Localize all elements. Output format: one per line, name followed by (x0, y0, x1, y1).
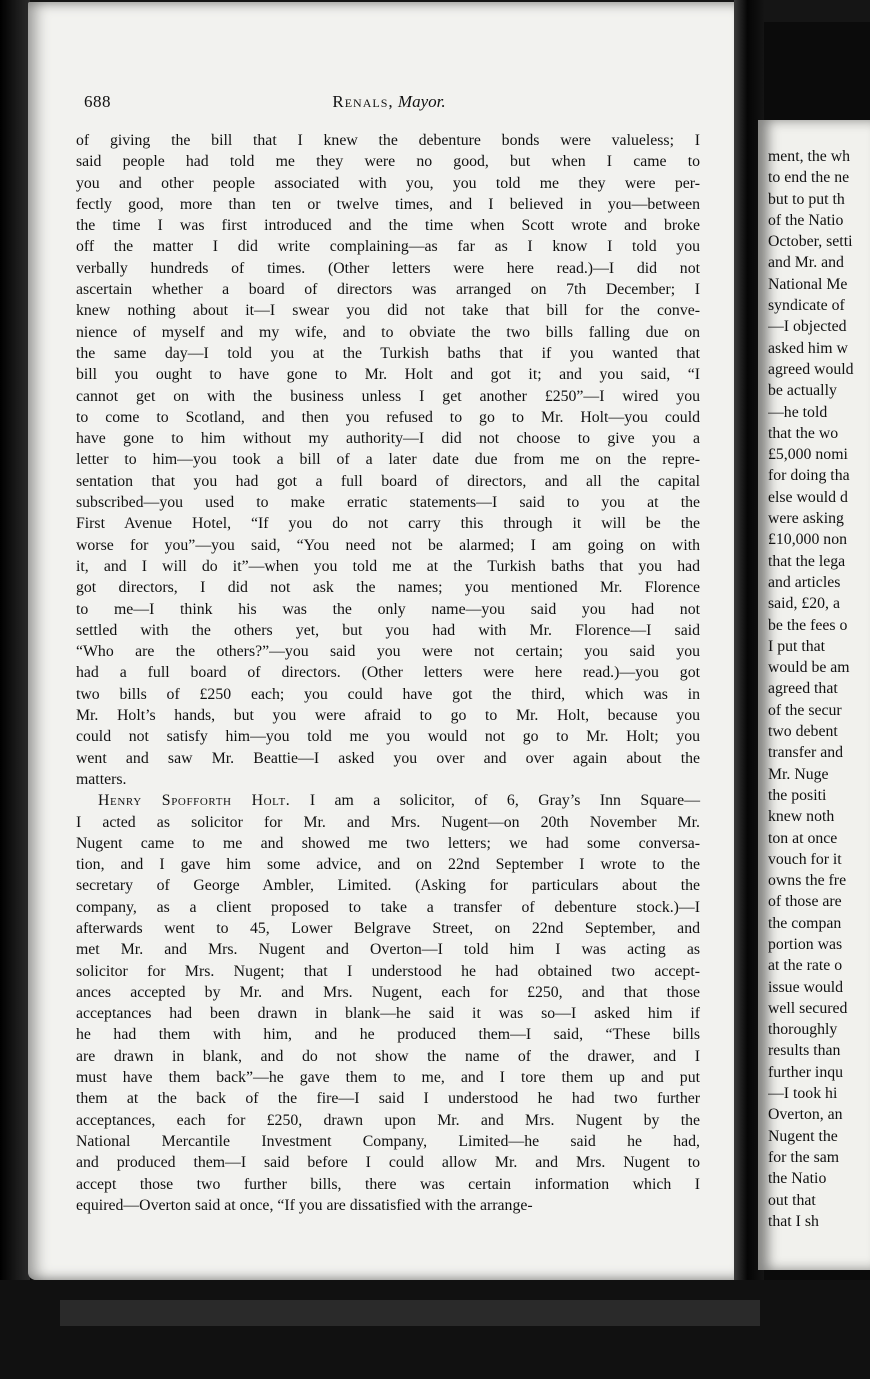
left-binding-shadow (0, 0, 30, 1379)
text-line: at the rate o (768, 957, 843, 975)
text-line: and Mr. and (768, 254, 844, 272)
text-line: could not satisfy him—you told me you would not go to Mr. Holt; you (76, 728, 700, 746)
text-line: worse for you”—you said, “You need not be alarmed; I am going on with (76, 536, 700, 554)
text-line: equired—Overton said at once, “If you are dissatisfied with the arrange- (76, 1196, 533, 1214)
text-line: knew nothing about it—I swear you did not take that bill for the conve- (76, 302, 700, 320)
text-line: fectly good, more than ten or twelve times, and I believed in you—between (76, 195, 700, 213)
text-line: letter to him—you took a bill of a later date due from me on the repre- (76, 451, 700, 469)
text-line: got directors, I did not ask the names; you mentioned Mr. Florence (76, 579, 700, 597)
text-line: be actually (768, 382, 837, 400)
text-line: sentation that you had got a full board of directors, and all the capital (76, 472, 700, 490)
running-title (84, 92, 694, 112)
text-line: would be am (768, 659, 850, 677)
text-line: are drawn in blank, and do not show the name of the drawer, and I (76, 1047, 700, 1065)
text-line: October, setti (768, 233, 853, 251)
text-line: Nugent the (768, 1127, 838, 1145)
text-line: you and other people associated with you, you told me they were per- (76, 174, 700, 192)
text-line: acceptances, each for £250, drawn upon Mr. and Mrs. Nugent by the (76, 1111, 700, 1129)
text-line: I put that (768, 637, 826, 655)
text-line: solicitor for Mrs. Nugent; that I understood he had obtained two accept- (76, 962, 700, 980)
text-line: he had them with him, and he produced them—I said, “These bills (76, 1026, 700, 1044)
text-line: two debent (768, 723, 838, 741)
text-line: of those are (768, 893, 842, 911)
text-line: agreed that (768, 680, 838, 698)
text-line: subscribed—you used to make erratic statements—I said to you at the (76, 494, 700, 512)
text-line: but to put th (768, 190, 845, 208)
text-line: ascertain whether a board of directors was arranged on 7th December; I (76, 281, 700, 299)
text-line: Overton, an (768, 1106, 843, 1124)
text-line: Mr. Holt’s hands, but you were afraid to go to Mr. Holt, because you (76, 707, 700, 725)
text-line: that the lega (768, 552, 846, 570)
text-line: out that (768, 1191, 816, 1209)
text-line: else would d (768, 488, 848, 506)
text-line: to end the ne (768, 169, 850, 187)
text-line: First Avenue Hotel, “If you do not carry this through it will be the (76, 515, 700, 533)
text-line: portion was (768, 935, 843, 953)
text-line: agreed would (768, 360, 854, 378)
text-line: Mr. Nuge (768, 765, 829, 783)
text-line: asked him w (768, 339, 848, 357)
text-line: settled with the others yet, but you had with Mr. Florence—I said (76, 621, 700, 639)
text-line: that I sh (768, 1212, 819, 1230)
text-line: and articles (768, 573, 841, 591)
text-line: “Who are the others?”—you said you were not certain; you said you (76, 643, 700, 661)
text-line: had a full board of directors. (Other letters were here read.)—you got (76, 664, 700, 682)
page-header (84, 92, 694, 114)
text-line: bill you ought to have gone to Mr. Holt and got it; and you said, “I (76, 366, 700, 384)
text-line: to come to Scotland, and then you refused to go to Mr. Holt—you could (76, 408, 700, 426)
text-line: acceptances had been drawn in blank—he said it was so—I asked him if (76, 1005, 700, 1023)
text-line: the positi (768, 786, 827, 804)
running-title-role: Mayor. (397, 92, 446, 111)
text-line: National Mercantile Investment Company, Limited—he said he had, (76, 1132, 700, 1150)
text-line: ton at once (768, 829, 838, 847)
text-line: that the wo (768, 424, 839, 442)
page-number: 688 (84, 92, 111, 111)
text-line: afterwards went to 45, Lower Belgrave Street, on 22nd September, and (76, 919, 700, 937)
text-line: —I objected (768, 318, 847, 336)
text-line: Henry Spofforth Holt. I am a solicitor, of 6, Gray’s Inn Square— (98, 792, 700, 810)
text-line: the same day—I told you at the Turkish baths that if you wanted that (76, 344, 700, 362)
text-line: £10,000 non (768, 531, 847, 549)
text-line: ment, the wh (768, 148, 851, 165)
text-line: said, £20, a (768, 595, 840, 613)
text-line: be the fees o (768, 616, 848, 634)
text-line: them at the back of the fire—I said I understood he had two further (76, 1090, 700, 1108)
text-line: and produced them—I said before I could allow Mr. and Mrs. Nugent to (76, 1154, 700, 1172)
text-line: results than (768, 1042, 841, 1060)
text-line: I acted as solicitor for Mr. and Mrs. Nugent—on 20th November Mr. (76, 813, 700, 831)
text-line: for doing tha (768, 467, 850, 485)
right-page-body-text (768, 146, 870, 1232)
text-line: two bills of £250 each; you could have got the third, which was in (76, 685, 700, 703)
text-line: tion, and I gave him some advice, and on 22nd September I wrote to the (76, 856, 700, 874)
text-line: nience of myself and my wife, and to obviate the two bills falling due on (76, 323, 700, 341)
running-title-name: Renals, (332, 92, 394, 111)
text-line: ances accepted by Mr. and Mrs. Nugent, each for £250, and that those (76, 983, 700, 1001)
bottom-scan-edge (0, 1280, 870, 1379)
text-line: vouch for it (768, 850, 842, 868)
text-line: —I took hi (768, 1085, 838, 1103)
witness-name: Henry Spofforth Holt. (98, 792, 291, 810)
text-line: to me—I think his was the only name—you said you had not (76, 600, 700, 618)
text-line: verbally hundreds of times. (Other letters were here read.)—I did not (76, 259, 700, 277)
text-line: off the matter I did write complaining—as far as I know I told you (76, 238, 700, 256)
left-page-body-text (76, 130, 700, 1216)
text-line: said people had told me they were no good, but when I came to (76, 153, 700, 171)
text-line: the compan (768, 914, 842, 932)
text-line: secretary of George Ambler, Limited. (Asking for particulars about the (76, 877, 700, 895)
text-line: matters. (76, 770, 127, 788)
text-line: issue would (768, 978, 844, 996)
text-line: well secured (768, 999, 848, 1017)
text-line: syndicate of (768, 297, 845, 315)
text-line: it, and I will do it”—when you told me at the Turkish baths that you had (76, 557, 700, 575)
text-line: the Natio (768, 1170, 827, 1188)
text-line: for the sam (768, 1148, 840, 1166)
text-line: have gone to him without my authority—I did not choose to give you a (76, 430, 700, 448)
text-line: of the Natio (768, 211, 844, 229)
text-line: cannot get on with the business unless I get another £250”—I wired you (76, 387, 700, 405)
text-line: further inqu (768, 1063, 844, 1081)
text-line: went and saw Mr. Beattie—I asked you over and over again about the (76, 749, 700, 767)
text-line: of giving the bill that I knew the debenture bonds were valueless; I (76, 132, 700, 149)
text-line: National Me (768, 275, 848, 293)
page-stack-edge (60, 1300, 760, 1326)
text-line: the time I was first introduced and the time when Scott wrote and broke (76, 217, 700, 235)
text-line: Nugent came to me and showed me two letters; we had some conversa- (76, 834, 700, 852)
text-line: —he told (768, 403, 828, 421)
text-line: company, as a client proposed to take a transfer of debenture stock.)—I (76, 898, 700, 916)
text-line: £5,000 nomi (768, 446, 848, 464)
text-line: knew noth (768, 808, 835, 826)
text-line: owns the fre (768, 872, 847, 890)
text-line: transfer and (768, 744, 843, 762)
text-line: met Mr. and Mrs. Nugent and Overton—I told him I was acting as (76, 941, 700, 959)
text-line: of the secur (768, 701, 842, 719)
text-line: accept those two further bills, there was certain information which I (76, 1175, 700, 1193)
text-line: thoroughly (768, 1021, 838, 1039)
text-line: must have them back”—he gave them to me, and I tore them up and put (76, 1069, 700, 1087)
text-line: were asking (768, 510, 844, 528)
